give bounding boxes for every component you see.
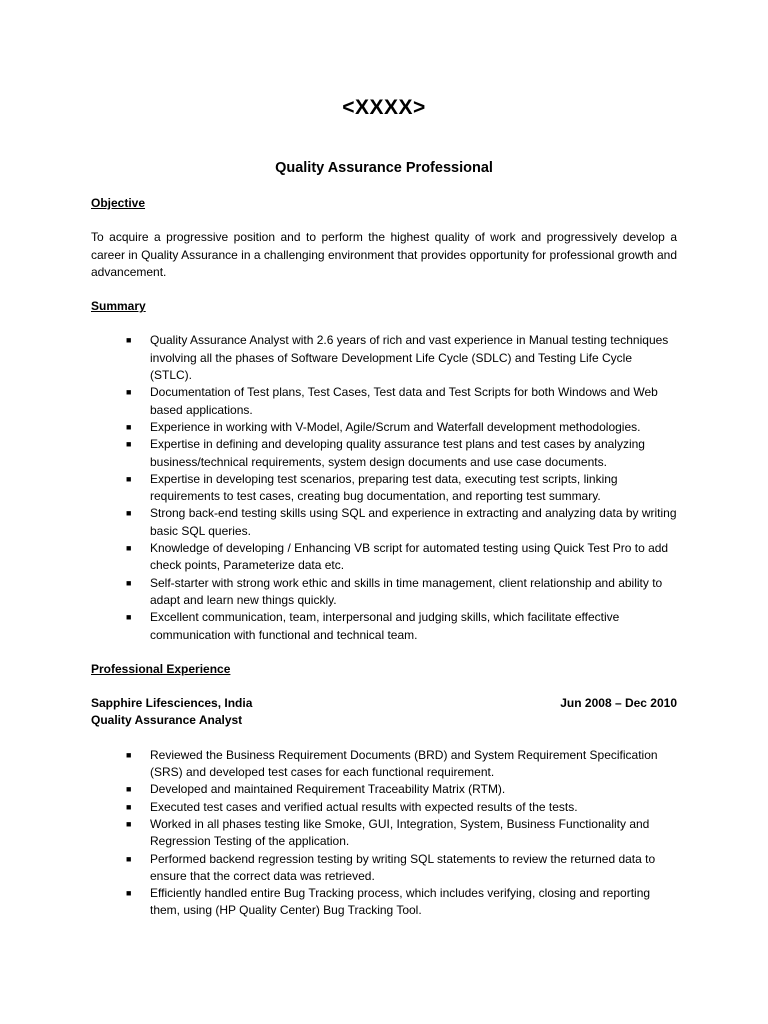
bullet-icon: ■ (126, 421, 132, 432)
list-item: ■ Worked in all phases testing like Smoke, GUI, Integration, System, Business Functionality and Regression Testing of the application. (126, 816, 650, 849)
candidate-name: <XXXX> (342, 96, 426, 119)
bullet-icon: ■ (126, 577, 132, 588)
summary-heading: Summary (91, 299, 146, 314)
bullet-icon: ■ (126, 784, 132, 795)
resume-content (91, 195, 677, 920)
experience-heading: Professional Experience (91, 661, 231, 676)
list-item: ■ Self-starter with strong work ethic and skills in time management, client relationship and ability to adapt and learn new things quickly. (126, 575, 663, 607)
bullet-icon: ■ (126, 818, 132, 829)
bullet-icon: ■ (126, 473, 132, 484)
bullet-icon: ■ (126, 801, 132, 812)
job-company: Sapphire Lifesciences, India (91, 696, 253, 711)
list-item: ■ Excellent communication, team, interpersonal and judging skills, which facilitate effective communication with functional and technical team. (126, 610, 620, 642)
bullet-icon: ■ (126, 439, 132, 450)
job-dates: Jun 2008 – Dec 2010 (560, 696, 677, 711)
list-item: ■ Quality Assurance Analyst with 2.6 years of rich and vast experience in Manual testing techniques involving all the phases of Software Development Life Cycle (SDLC) and Testing Life Cycle (STLC). (126, 333, 669, 383)
list-item: ■ Strong back-end testing skills using SQL and experience in extracting and analyzing data by writing basic SQL queries. (126, 506, 677, 538)
summary-list (91, 332, 677, 643)
candidate-role: Quality Assurance Professional (275, 160, 493, 176)
bullet-icon: ■ (126, 543, 132, 554)
bullet-icon: ■ (126, 612, 132, 623)
list-item: ■ Knowledge of developing / Enhancing VB script for automated testing using Quick Test Pro to add check points, Parameterize data etc. (126, 541, 669, 573)
job-header (91, 695, 677, 730)
job-title: Quality Assurance Analyst (91, 713, 243, 728)
bullet-icon: ■ (126, 335, 132, 346)
list-item: ■ Expertise in defining and developing quality assurance test plans and test cases by analyzing business/technical requirements, system design documents and use case documents. (126, 437, 645, 469)
bullet-icon: ■ (126, 888, 132, 899)
job-duties-list (91, 747, 677, 920)
list-item: ■ Performed backend regression testing by writing SQL statements to review the returned data to ensure that the correct data was retrieved. (126, 851, 656, 883)
bullet-icon: ■ (126, 508, 132, 519)
bullet-icon: ■ (126, 853, 132, 864)
list-item: ■ Developed and maintained Requirement Traceability Matrix (RTM). (150, 781, 677, 798)
list-item: ■ Reviewed the Business Requirement Documents (BRD) and System Requirement Specification (SRS) and developed test cases for each functional requirement. (126, 747, 658, 780)
objective-text: To acquire a progressive position and to perform the highest quality of work and progressively develop a career in Quality Assurance in a challenging environment that provides opportunity for professional growth and advancement. (91, 230, 677, 279)
list-item: ■ Executed test cases and verified actual results with expected results of the tests. (150, 799, 677, 816)
bullet-icon: ■ (126, 749, 132, 760)
objective-heading: Objective (91, 196, 146, 210)
list-item: ■ Documentation of Test plans, Test Cases, Test data and Test Scripts for both Windows and Web based applications. (126, 385, 658, 417)
bullet-icon: ■ (126, 387, 132, 398)
list-item: ■ Expertise in developing test scenarios, preparing test data, executing test scripts, linking requirements to test cases, creating bug documentation, and reporting test summary. (126, 471, 618, 504)
list-item: ■ Efficiently handled entire Bug Tracking process, which includes verifying, closing and reporting them, using (HP Quality Center) Bug Tracking Tool. (126, 886, 651, 918)
list-item: ■ Experience in working with V-Model, Agile/Scrum and Waterfall development methodologies. (150, 419, 677, 436)
